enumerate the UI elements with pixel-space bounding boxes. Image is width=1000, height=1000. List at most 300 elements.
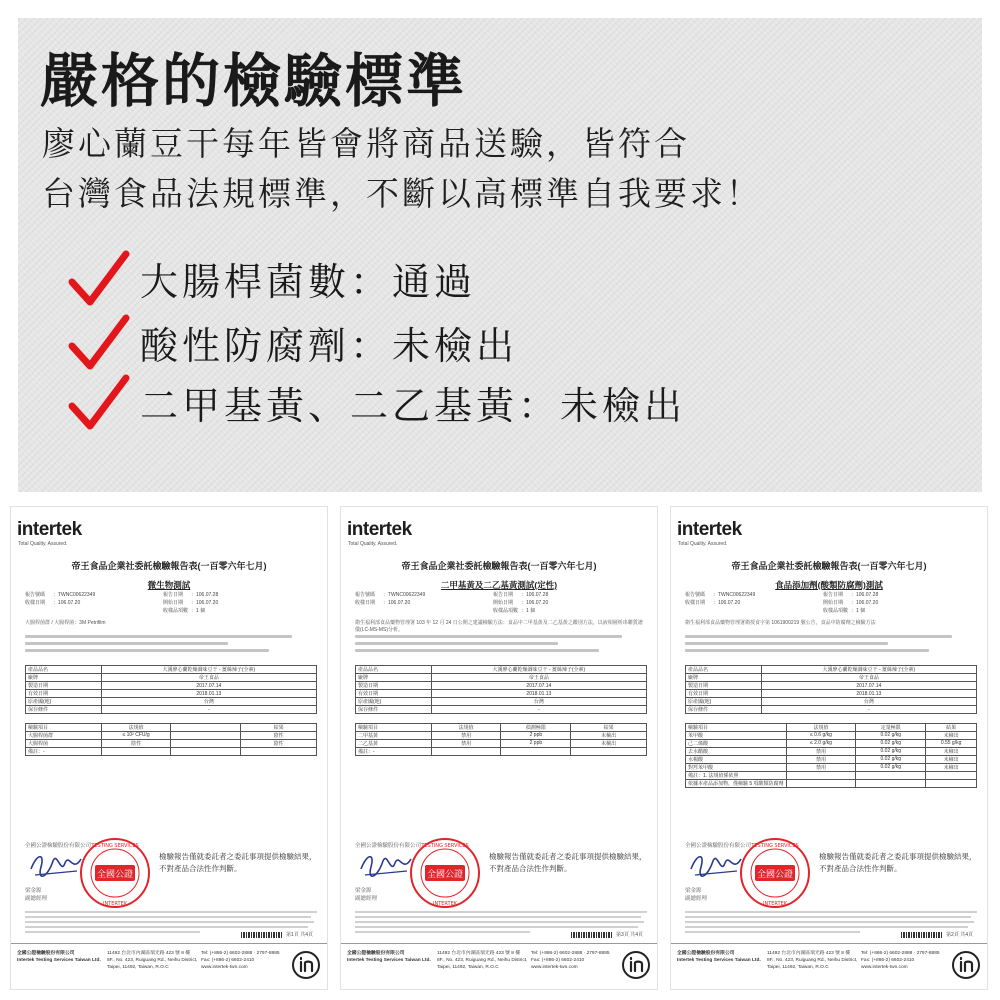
inspection-standards-banner — [18, 18, 982, 492]
disclaimer-text: 檢驗報告僅就委託者之委託事項提供檢驗結果，不對產品合法性作判斷。 — [489, 852, 647, 873]
info-key: 製造日期 — [686, 682, 762, 690]
table-row — [356, 682, 647, 690]
table-row — [686, 731, 977, 739]
meta-key: 收樣品項數 — [823, 608, 849, 614]
meta-value: ：TWNC00622349 — [383, 592, 426, 598]
result-detection-limit — [856, 771, 926, 779]
meta-key: 報告號碼 — [25, 592, 46, 598]
footer-website: www.intertek-twn.com — [861, 965, 908, 970]
method-text: 衛生福利部食品藥物管理署衛授食字第 1061900219 號公告，食品中防腐劑之檢驗方法 — [685, 620, 876, 626]
info-value: 帝王食品 — [101, 674, 316, 682]
table-row — [356, 731, 647, 739]
meta-row — [355, 599, 645, 607]
product-info-table — [685, 665, 977, 714]
info-key: 保存條件 — [686, 706, 762, 714]
report-footer — [341, 943, 657, 989]
table-row — [686, 739, 977, 747]
footer-company — [17, 950, 101, 964]
footer-company — [347, 950, 431, 964]
result-detection-limit: 定量極限 — [856, 723, 926, 731]
table-row — [686, 763, 977, 771]
info-key: 有效日期 — [26, 690, 102, 698]
fine-print-line — [25, 926, 308, 928]
meta-value: ：1 個 — [851, 608, 866, 614]
result-limit — [101, 747, 171, 755]
info-value: - — [761, 706, 976, 714]
table-row — [686, 698, 977, 706]
svg-text:TESTING SERVICES: TESTING SERVICES — [91, 843, 139, 849]
result-detection-limit: 0.02 g/kg — [856, 755, 926, 763]
red-seal-stamp-icon — [737, 835, 813, 911]
table-row — [686, 666, 977, 674]
info-key: 原產國(地) — [686, 698, 762, 706]
result-item: 備註：1. 法規值係依照 — [686, 771, 787, 779]
result-item: 檢驗項目 — [356, 723, 432, 731]
result-item: 二甲基黃 — [356, 731, 432, 739]
info-value: 大溪廖心蘭乾燥調味豆干 - 薑絲辣子(全素) — [761, 666, 976, 674]
result-limit: 法規值 — [431, 723, 501, 731]
result-limit: ≤ 0.6 g/kg — [786, 731, 856, 739]
result-detection-limit — [856, 779, 926, 787]
method-text: 大腸桿菌群 / 大腸桿菌：3M Petrifilm — [25, 620, 106, 626]
table-row — [26, 666, 317, 674]
fine-print-line — [685, 649, 929, 652]
fine-print-line — [685, 931, 860, 933]
result-item: 檢驗項目 — [686, 723, 787, 731]
barcode — [571, 932, 613, 938]
meta-value: ：106.07.20 — [713, 600, 741, 606]
footer-tel: Tel: (+886-2) 6602-2888 · 2797-8885 — [531, 951, 610, 956]
meta-key: 收樣品項數 — [163, 608, 189, 614]
result-detection-limit — [501, 747, 571, 755]
meta-key — [25, 607, 53, 615]
footer-address-zh: 11492 台北市內湖區瑞光路 423 號 8 樓 — [437, 951, 521, 956]
signer — [685, 887, 707, 903]
intro-line-1: 廖心蘭豆干每年皆會將商品送驗，皆符合 — [42, 124, 690, 163]
signer-title: 副總經理 — [25, 896, 48, 902]
meta-row — [25, 607, 315, 615]
meta-value: ：106.07.28 — [521, 592, 549, 598]
result-preservative — [66, 312, 518, 372]
meta-row — [355, 591, 645, 599]
result-item: 對羥苯甲酸 — [686, 763, 787, 771]
red-check-icon — [66, 372, 130, 432]
table-row — [26, 739, 317, 747]
fine-print-line — [25, 921, 314, 923]
meta-key: 報告號碼 — [355, 592, 376, 598]
result-limit: 禁用 — [431, 731, 501, 739]
info-value: 2017.07.14 — [761, 682, 976, 690]
lab-name: 全國公證檢驗股份有限公司 — [355, 843, 422, 849]
footer-address-en-2: Taipei, 11492, Taiwan, R.O.C — [437, 965, 499, 970]
table-row — [356, 723, 647, 731]
footer-fax: Fax: (+886-2) 6602-2410 — [861, 958, 915, 963]
result-limit — [786, 779, 856, 787]
fine-print-line — [355, 931, 530, 933]
table-row — [26, 690, 317, 698]
result-coliform — [66, 248, 476, 308]
table-row — [686, 779, 977, 787]
method-lines — [25, 635, 315, 656]
result-item: 依據本產品添加物，僅檢驗 5 項酸類防腐劑 — [686, 779, 787, 787]
report-dye — [340, 506, 658, 990]
info-value: 大溪廖心蘭乾燥調味豆干 - 薑絲辣子(全素) — [431, 666, 646, 674]
signer-name: 梁金源 — [25, 888, 42, 894]
result-value: 未檢出 — [571, 731, 647, 739]
result-item: 備註：- — [26, 747, 102, 755]
svg-text:全國公證: 全國公證 — [96, 870, 134, 880]
report-microbial — [10, 506, 328, 990]
table-row — [356, 674, 647, 682]
svg-text:INTERTEK: INTERTEK — [102, 901, 128, 907]
barcode — [241, 932, 283, 938]
intertek-round-logo-icon — [621, 950, 651, 980]
table-row — [356, 690, 647, 698]
result-detection-limit — [171, 747, 241, 755]
result-limit: 禁用 — [786, 763, 856, 771]
meta-value: ：106.07.20 — [53, 600, 81, 606]
meta-value: ：106.07.20 — [521, 600, 549, 606]
table-row — [356, 739, 647, 747]
fine-print-line — [685, 916, 971, 918]
info-key: 製造日期 — [26, 682, 102, 690]
meta-key: 開始日期 — [163, 600, 184, 606]
result-limit: 陰性 — [101, 739, 171, 747]
result-value: 陰性 — [241, 731, 317, 739]
intertek-round-logo-icon — [291, 950, 321, 980]
meta-key: 收樣日期 — [685, 600, 706, 606]
table-row — [26, 674, 317, 682]
info-key: 有效日期 — [356, 690, 432, 698]
info-value: - — [101, 706, 316, 714]
svg-text:INTERTEK: INTERTEK — [432, 901, 458, 907]
svg-text:全國公證: 全國公證 — [426, 870, 464, 880]
info-value: 台灣 — [761, 698, 976, 706]
result-item: 二乙基黃 — [356, 739, 432, 747]
meta-value: ：1 個 — [191, 608, 206, 614]
result-value — [571, 747, 647, 755]
footer-tel: Tel: (+886-2) 6602-2888 · 2797-8885 — [861, 951, 940, 956]
result-detection-limit — [171, 731, 241, 739]
fine-print-line — [25, 916, 311, 918]
result-text: 二甲基黃、二乙基黃：未檢出 — [140, 383, 687, 428]
info-key: 產品品名 — [356, 666, 432, 674]
fine-print-line — [355, 911, 647, 913]
meta-key — [355, 607, 383, 615]
meta-key: 收樣日期 — [355, 600, 376, 606]
result-limit: ≤ 10² CFU/g — [101, 731, 171, 739]
footer-address-en-1: 8F., No. 423, Ruiguang Rd., Neihu District, — [767, 958, 858, 963]
info-key: 產品品名 — [26, 666, 102, 674]
info-key: 保存條件 — [26, 706, 102, 714]
red-check-icon — [66, 248, 130, 308]
fine-print-line — [685, 926, 968, 928]
fine-print-line — [685, 921, 974, 923]
meta-row — [685, 591, 975, 599]
method-lines — [355, 635, 645, 656]
table-row — [26, 706, 317, 714]
footer-tel: Tel: (+886-2) 6602-2888 · 2797-8885 — [201, 951, 280, 956]
report-meta — [25, 591, 315, 615]
signer-title: 副總經理 — [355, 896, 378, 902]
fine-print-line — [685, 635, 952, 638]
logo-tagline: Total Quality. Assured. — [678, 541, 728, 547]
logo-tagline: Total Quality. Assured. — [348, 541, 398, 547]
info-value: 2017.07.14 — [431, 682, 646, 690]
meta-value — [383, 607, 493, 615]
meta-key: 開始日期 — [493, 600, 514, 606]
meta-value: ：106.07.20 — [191, 600, 219, 606]
report-title: 帝王食品企業社委託檢驗報告表(一百零六年七月) — [731, 561, 927, 571]
result-limit: 禁用 — [786, 747, 856, 755]
table-row — [26, 747, 317, 755]
footer-address — [767, 950, 857, 971]
table-row — [686, 674, 977, 682]
footer-company-zh: 全國公證檢驗股份有限公司 — [347, 951, 405, 956]
info-value: 2017.07.14 — [101, 682, 316, 690]
result-value — [926, 779, 977, 787]
signer-name: 梁金源 — [685, 888, 702, 894]
meta-value — [713, 607, 823, 615]
table-row — [686, 723, 977, 731]
method-lines — [685, 635, 975, 656]
report-title: 帝王食品企業社委託檢驗報告表(一百零六年七月) — [71, 561, 267, 571]
meta-row — [685, 607, 975, 615]
result-detection-limit: 0.02 g/kg — [856, 731, 926, 739]
disclaimer-text: 檢驗報告僅就委託者之委託事項提供檢驗結果，不對產品合法性作判斷。 — [159, 852, 317, 873]
meta-key: 報告日期 — [493, 592, 514, 598]
result-value: 0.55 g/kg — [926, 739, 977, 747]
signer — [25, 887, 47, 903]
result-item: 大腸桿菌 — [26, 739, 102, 747]
result-value: 未檢出 — [926, 755, 977, 763]
info-value: 2018.01.13 — [761, 690, 976, 698]
fine-print-line — [355, 926, 638, 928]
intertek-logo: intertek — [347, 519, 412, 540]
table-row — [356, 698, 647, 706]
report-subtitle: 食品添加劑(酸類防腐劑)測試 — [775, 580, 883, 590]
fine-print-line — [355, 921, 644, 923]
result-value: 結果 — [571, 723, 647, 731]
info-value: 2018.01.13 — [431, 690, 646, 698]
result-item: 己二烯酸 — [686, 739, 787, 747]
signer — [355, 887, 377, 903]
info-key: 有效日期 — [686, 690, 762, 698]
meta-key: 報告日期 — [823, 592, 844, 598]
signer-title: 副總經理 — [685, 896, 708, 902]
info-value: 台灣 — [101, 698, 316, 706]
footer-address-zh: 11492 台北市內湖區瑞光路 423 號 8 樓 — [107, 951, 191, 956]
result-limit: 禁用 — [431, 739, 501, 747]
table-row — [26, 698, 317, 706]
footer-address-zh: 11492 台北市內湖區瑞光路 423 號 8 樓 — [767, 951, 851, 956]
info-key: 廠牌 — [686, 674, 762, 682]
result-value: 陰性 — [241, 739, 317, 747]
footer-company — [677, 950, 761, 964]
table-row — [686, 690, 977, 698]
table-row — [26, 682, 317, 690]
result-item: 大腸桿菌群 — [26, 731, 102, 739]
info-key: 廠牌 — [26, 674, 102, 682]
result-item: 水楊酸 — [686, 755, 787, 763]
fine-print-line — [25, 911, 317, 913]
report-meta — [355, 591, 645, 615]
red-seal-stamp-icon — [407, 835, 483, 911]
report-footer — [671, 943, 987, 989]
result-value: 結果 — [241, 723, 317, 731]
method-text: 衛生福利部食品藥物管理署 103 年 12 月 24 日公開之建議檢驗方法：食品中二甲基黃及二乙基黃之鑑別方法，以液相層析串聯質譜儀(LC-MS-MS)分析。 — [355, 620, 643, 633]
result-table — [685, 723, 977, 788]
svg-text:INTERTEK: INTERTEK — [762, 901, 788, 907]
result-item: 去水醋酸 — [686, 747, 787, 755]
result-detection-limit: 0.02 g/kg — [856, 739, 926, 747]
barcode — [901, 932, 943, 938]
result-limit: 法規值 — [786, 723, 856, 731]
meta-value: ：106.07.20 — [851, 600, 879, 606]
info-value: 台灣 — [431, 698, 646, 706]
fine-print-line — [25, 642, 228, 645]
signer-name: 梁金源 — [355, 888, 372, 894]
intertek-round-logo-icon — [951, 950, 981, 980]
info-value: 大溪廖心蘭乾燥調味豆干 - 薑絲辣子(全素) — [101, 666, 316, 674]
page-number: 第3頁 共4頁 — [616, 932, 643, 938]
meta-row — [25, 599, 315, 607]
footer-address-en-2: Taipei, 11492, Taiwan, R.O.C — [107, 965, 169, 970]
result-value — [926, 771, 977, 779]
result-dye — [66, 372, 686, 432]
product-info-table — [25, 665, 317, 714]
table-row — [26, 723, 317, 731]
meta-value: ：106.07.20 — [383, 600, 411, 606]
fine-print-line — [25, 649, 269, 652]
svg-text:TESTING SERVICES: TESTING SERVICES — [751, 843, 799, 849]
report-subtitle: 微生物測試 — [147, 580, 191, 590]
report-preservative — [670, 506, 988, 990]
footer-contact — [861, 950, 940, 971]
footer-company-zh: 全國公證檢驗股份有限公司 — [17, 951, 75, 956]
headline: 嚴格的檢驗標準 — [40, 47, 468, 115]
result-value: 未檢出 — [926, 747, 977, 755]
info-value: 帝王食品 — [761, 674, 976, 682]
info-key: 廠牌 — [356, 674, 432, 682]
intertek-logo: intertek — [677, 519, 742, 540]
result-detection-limit: 0.02 g/kg — [856, 763, 926, 771]
result-table — [25, 723, 317, 756]
footer-address-en-1: 8F., No. 423, Ruiguang Rd., Neihu District, — [107, 958, 198, 963]
intro-line-2: 台灣食品法規標準，不斷以高標準自我要求！ — [42, 174, 762, 213]
meta-value — [53, 607, 163, 615]
result-value: 未檢出 — [926, 731, 977, 739]
meta-key — [685, 607, 713, 615]
fine-print-line — [355, 642, 558, 645]
fine-print-line — [685, 642, 888, 645]
footer-address-en-2: Taipei, 11492, Taiwan, R.O.C — [767, 965, 829, 970]
table-row — [356, 666, 647, 674]
table-row — [26, 731, 317, 739]
meta-row — [25, 591, 315, 599]
result-item: 檢驗項目 — [26, 723, 102, 731]
disclaimer-text: 檢驗報告僅就委託者之委託事項提供檢驗結果，不對產品合法性作判斷。 — [819, 852, 977, 873]
result-value: 未檢出 — [926, 763, 977, 771]
footer-website: www.intertek-twn.com — [531, 965, 578, 970]
result-item: 苯甲酸 — [686, 731, 787, 739]
meta-value: ：TWNC00622349 — [53, 592, 96, 598]
result-table — [355, 723, 647, 756]
report-meta — [685, 591, 975, 615]
info-key: 製造日期 — [356, 682, 432, 690]
report-subtitle: 二甲基黃及二乙基黃測試(定性) — [440, 580, 558, 590]
table-row — [686, 747, 977, 755]
result-value: 未檢出 — [571, 739, 647, 747]
page-number: 第2頁 共4頁 — [946, 932, 973, 938]
table-row — [686, 682, 977, 690]
table-row — [356, 747, 647, 755]
intertek-logo: intertek — [17, 519, 82, 540]
footer-fax: Fax: (+886-2) 6602-2410 — [531, 958, 585, 963]
meta-row — [355, 607, 645, 615]
red-seal-stamp-icon — [77, 835, 153, 911]
result-detection-limit — [171, 723, 241, 731]
fine-print-line — [355, 635, 622, 638]
fine-print-line — [355, 916, 641, 918]
meta-key: 報告日期 — [163, 592, 184, 598]
table-row — [356, 706, 647, 714]
result-limit — [786, 771, 856, 779]
table-row — [686, 755, 977, 763]
info-value: 帝王食品 — [431, 674, 646, 682]
footer-company-en: Intertek Testing Services Taiwan Ltd. — [677, 958, 761, 963]
logo-tagline: Total Quality. Assured. — [18, 541, 68, 547]
info-key: 原產國(地) — [26, 698, 102, 706]
meta-value: ：1 個 — [521, 608, 536, 614]
fine-print-line — [25, 635, 292, 638]
meta-value: ：106.07.28 — [851, 592, 879, 598]
info-value: - — [431, 706, 646, 714]
footer-address — [107, 950, 197, 971]
svg-text:TESTING SERVICES: TESTING SERVICES — [421, 843, 469, 849]
result-text: 酸性防腐劑：未檢出 — [140, 323, 519, 368]
red-check-icon — [66, 312, 130, 372]
product-info-table — [355, 665, 647, 714]
fine-print-line — [355, 649, 599, 652]
result-detection-limit: 2 ppb — [501, 731, 571, 739]
result-value: 結果 — [926, 723, 977, 731]
fine-print-line — [685, 911, 977, 913]
info-key: 產品品名 — [686, 666, 762, 674]
result-limit: ≤ 2.0 g/kg — [786, 739, 856, 747]
result-limit: 法規值 — [101, 723, 171, 731]
lab-name: 全國公證檢驗股份有限公司 — [685, 843, 752, 849]
footer-company-zh: 全國公證檢驗股份有限公司 — [677, 951, 735, 956]
meta-row — [685, 599, 975, 607]
meta-key: 收樣品項數 — [493, 608, 519, 614]
lab-name: 全國公證檢驗股份有限公司 — [25, 843, 92, 849]
footer-contact — [201, 950, 280, 971]
page-number: 第1頁 共4頁 — [286, 932, 313, 938]
footer-company-en: Intertek Testing Services Taiwan Ltd. — [17, 958, 101, 963]
result-detection-limit: 2 ppb — [501, 739, 571, 747]
footer-contact — [531, 950, 610, 971]
meta-value: ：106.07.28 — [191, 592, 219, 598]
result-limit — [431, 747, 501, 755]
result-value — [241, 747, 317, 755]
footer-fax: Fax: (+886-2) 6602-2410 — [201, 958, 255, 963]
result-text: 大腸桿菌數：通過 — [140, 259, 477, 304]
result-detection-limit — [171, 739, 241, 747]
result-detection-limit: 偵測極限 — [501, 723, 571, 731]
footer-address — [437, 950, 527, 971]
footer-website: www.intertek-twn.com — [201, 965, 248, 970]
